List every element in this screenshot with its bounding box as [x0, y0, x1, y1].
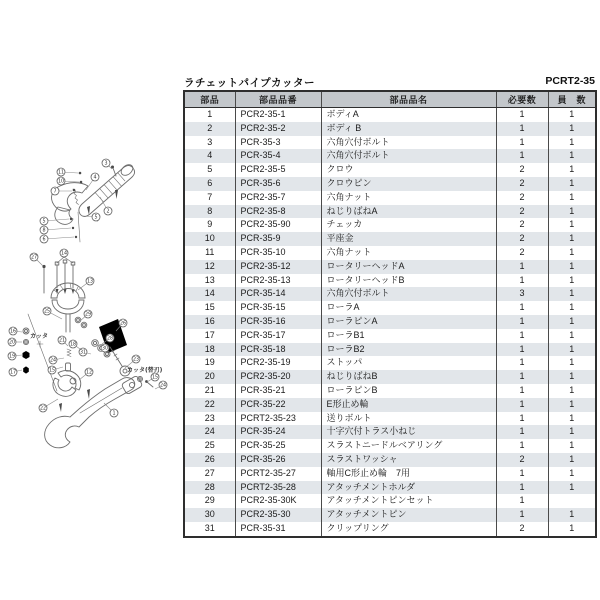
table-row: [184, 439, 596, 453]
table-row: [184, 384, 596, 398]
cell-part-name: チェッカ: [321, 218, 496, 232]
cell-part-name: ローラA: [321, 301, 496, 315]
table-row: [184, 494, 596, 508]
cell-part-code: PCR2-35-8: [235, 205, 321, 219]
cell-part-name: 十字穴付トラス小ねじ: [321, 425, 496, 439]
cell-part-code: PCR2-35-13: [235, 274, 321, 288]
svg-text:10: 10: [57, 179, 65, 185]
cell-part-no: 3: [207, 136, 213, 147]
svg-text:6: 6: [42, 237, 46, 243]
callout-5: [83, 213, 100, 221]
table-row: [184, 315, 596, 329]
cell-part-name: ストッパ: [321, 356, 496, 370]
cell-unit-qty: 1: [548, 412, 596, 426]
cell-part-code: PCR2-35-30: [235, 508, 321, 522]
cell-part-no: 11: [205, 246, 215, 257]
cell-part-no: 14: [184, 287, 235, 301]
cell-part-name: 六角穴付ボルト: [321, 287, 496, 301]
callout-20: [8, 338, 22, 346]
clamp-jaw: [58, 371, 81, 390]
svg-text:26: 26: [119, 321, 127, 327]
callout-21: [58, 336, 68, 346]
callout-4: [86, 173, 99, 190]
table-row: [184, 274, 596, 288]
cell-part-code: PCR-35-17: [235, 329, 321, 343]
cell-part-name: クロウ: [321, 163, 496, 177]
cell-unit-qty: 1: [548, 149, 596, 163]
model-number: PCRT2-35: [545, 75, 595, 87]
cell-unit-qty: 1: [548, 370, 596, 384]
svg-text:24: 24: [49, 358, 57, 364]
cell-part-name: 軸用C形止め輪 7用: [321, 467, 496, 481]
svg-text:3: 3: [104, 161, 108, 167]
cell-required-qty: 1: [496, 481, 548, 495]
cell-part-name: ローラピンB: [321, 384, 496, 398]
cell-part-code: PCR-35-15: [235, 301, 321, 315]
callout-3: [102, 159, 112, 169]
cell-unit-qty: 1: [548, 122, 596, 136]
cell-part-code: PCR2-35-19: [235, 356, 321, 370]
cell-part-code: PCR-35-21: [235, 384, 321, 398]
table-row: [184, 191, 596, 205]
svg-text:12: 12: [85, 370, 93, 376]
table-row: [184, 370, 596, 384]
header-part-code: 部品品番: [235, 91, 321, 108]
table-row: [184, 467, 596, 481]
cell-unit-qty: 1: [548, 425, 596, 439]
cell-part-name: ローラB2: [321, 343, 496, 357]
table-row: [184, 260, 596, 274]
svg-text:7: 7: [53, 189, 57, 195]
callout-11: [57, 168, 78, 176]
table-row: [184, 412, 596, 426]
table-row: [184, 522, 596, 537]
cell-unit-qty: 1: [548, 481, 596, 495]
cell-part-code: PCR-35-3: [235, 136, 321, 150]
cell-required-qty: 2: [496, 177, 548, 191]
header-unit-qty: 員 数: [548, 91, 596, 108]
cell-part-no: 30: [184, 508, 235, 522]
callout-22: [39, 399, 58, 412]
cell-part-no: 8: [184, 205, 235, 219]
callout-30: [99, 344, 109, 352]
table-header-row: [184, 91, 596, 108]
cell-required-qty: 2: [496, 218, 548, 232]
cell-required-qty: 1: [496, 301, 548, 315]
cell-required-qty: 1: [496, 343, 548, 357]
cell-unit-qty: 1: [548, 467, 596, 481]
handle-knob: [119, 162, 135, 177]
cell-unit-qty: 1: [548, 163, 596, 177]
table-row: [184, 425, 596, 439]
cell-part-code: PCR-35-10: [235, 246, 321, 260]
svg-text:23: 23: [132, 357, 140, 363]
cell-unit-qty: 1: [548, 439, 596, 453]
cell-unit-qty: 1: [548, 287, 596, 301]
svg-text:5: 5: [42, 219, 46, 225]
callout-6: [40, 235, 74, 243]
cell-unit-qty: 1: [548, 232, 596, 246]
rotary-head-inner: [57, 289, 79, 299]
cell-required-qty: 1: [496, 398, 548, 412]
svg-text:15: 15: [48, 368, 56, 374]
cell-part-code: PCR-35-24: [235, 425, 321, 439]
cell-part-name: ねじりばねA: [321, 205, 496, 219]
svg-text:28: 28: [106, 336, 114, 342]
cell-required-qty: 2: [496, 522, 548, 537]
cell-part-code: PCR-35-18: [235, 343, 321, 357]
cell-part-name: アタッチメントピン: [321, 508, 496, 522]
svg-text:19: 19: [8, 354, 16, 360]
cell-part-code: PCR-35-26: [235, 453, 321, 467]
cell-required-qty: 1: [496, 329, 548, 343]
svg-text:25: 25: [43, 309, 51, 315]
callout-10: [57, 177, 79, 185]
cell-required-qty: 1: [496, 508, 548, 522]
svg-text:29: 29: [84, 312, 92, 318]
cell-part-no: 5: [207, 164, 213, 175]
page-title: ラチェットパイプカッター: [184, 77, 315, 89]
cell-required-qty: 1: [496, 467, 548, 481]
cell-part-name: ローラB1: [321, 329, 496, 343]
cell-part-no: 4: [184, 149, 235, 163]
svg-text:22: 22: [39, 406, 47, 412]
svg-text:16: 16: [9, 329, 17, 335]
cell-required-qty: 1: [496, 356, 548, 370]
cell-part-no: 19: [204, 357, 215, 368]
cell-required-qty: 3: [496, 287, 548, 301]
table-row: [184, 329, 596, 343]
table-row: [184, 108, 596, 122]
callout-31: [79, 348, 91, 356]
cell-unit-qty: 1: [548, 315, 596, 329]
callout-layer: [8, 159, 167, 417]
cell-required-qty: 1: [496, 494, 548, 508]
cell-unit-qty: 1: [548, 205, 596, 219]
cell-required-qty: 2: [496, 246, 548, 260]
cell-part-no: 20: [184, 370, 235, 384]
callout-16: [9, 327, 22, 335]
cell-part-name: ボディA: [321, 108, 496, 122]
cell-part-no: 2: [184, 122, 235, 136]
exploded-view-diagram: [0, 140, 185, 480]
callout-1: [104, 403, 118, 417]
callout-29: [80, 310, 92, 321]
table-row: [184, 343, 596, 357]
cell-part-name: 六角ナット: [321, 191, 496, 205]
table-row: [184, 508, 596, 522]
svg-text:13: 13: [86, 279, 94, 285]
cell-part-code: PCR-35-9: [235, 232, 321, 246]
cell-part-name: クリップリング: [321, 522, 496, 537]
callout-27: [30, 253, 43, 266]
cell-part-name: 平座金: [321, 232, 496, 246]
cell-part-no: 27: [204, 467, 215, 478]
cell-part-no: 17: [204, 329, 215, 340]
cell-unit-qty: 1: [548, 522, 596, 537]
cell-part-name: スラストワッシャ: [321, 453, 496, 467]
cell-part-code: PCR-35-31: [235, 522, 321, 537]
cell-part-no: 23: [204, 412, 215, 423]
svg-text:27: 27: [30, 255, 38, 261]
svg-text:31: 31: [79, 350, 87, 356]
table-row: [184, 136, 596, 150]
table-row: [184, 453, 596, 467]
svg-text:17: 17: [9, 370, 17, 376]
cell-unit-qty: 1: [548, 191, 596, 205]
cell-part-name: E形止め輪: [321, 398, 496, 412]
cell-required-qty: 1: [496, 274, 548, 288]
cell-part-no: 1: [207, 109, 213, 119]
cell-part-code: PCR-35-6: [235, 177, 321, 191]
cell-part-code: PCRT2-35-23: [235, 412, 321, 426]
cell-unit-qty: 1: [548, 508, 596, 522]
cell-part-code: PCR-35-25: [235, 439, 321, 453]
cell-part-name: ロータリーヘッドB: [321, 274, 496, 288]
cell-part-no: 7: [207, 191, 213, 202]
ratchet-teeth: [73, 189, 79, 205]
cell-required-qty: 1: [496, 425, 548, 439]
cell-part-name: ローラピンA: [321, 315, 496, 329]
callout-17: [9, 368, 22, 376]
cell-unit-qty: 1: [548, 260, 596, 274]
callout-25: [43, 307, 62, 319]
svg-text:20: 20: [8, 340, 16, 346]
cell-part-code: PCR2-35-90: [235, 218, 321, 232]
cell-unit-qty: 1: [548, 177, 596, 191]
cell-required-qty: 1: [496, 439, 548, 453]
cell-part-code: PCR2-35-30K: [235, 494, 321, 508]
cell-required-qty: 1: [496, 108, 548, 122]
header-required-qty: 必要数: [496, 91, 548, 108]
cutter-label: カッタ: [30, 333, 48, 340]
cell-part-code: PCR2-35-7: [235, 191, 321, 205]
cell-unit-qty: 1: [548, 218, 596, 232]
table-row: [184, 301, 596, 315]
cell-part-name: スラストニードルベアリング: [321, 439, 496, 453]
cell-part-no: 25: [204, 440, 215, 451]
cell-part-name: 六角穴付ボルト: [321, 149, 496, 163]
svg-text:2: 2: [106, 209, 110, 215]
cell-part-code: PCR2-35-12: [235, 260, 321, 274]
table-row: [184, 398, 596, 412]
callout-15: [48, 366, 63, 374]
cell-required-qty: 1: [496, 260, 548, 274]
cell-part-name: クロウピン: [321, 177, 496, 191]
table-row: [184, 232, 596, 246]
cell-part-no: 13: [204, 274, 215, 285]
cell-part-code: PCR2-35-20: [235, 370, 321, 384]
svg-text:15: 15: [151, 375, 159, 381]
svg-text:5: 5: [94, 215, 98, 221]
svg-text:30: 30: [101, 346, 109, 352]
cell-part-no: 21: [204, 384, 215, 395]
header-part-name: 部品品名: [321, 91, 496, 108]
cell-unit-qty: 1: [548, 343, 596, 357]
cell-required-qty: 1: [496, 122, 548, 136]
cell-required-qty: 2: [496, 453, 548, 467]
cell-part-name: ボディ B: [321, 122, 496, 136]
svg-text:8: 8: [42, 228, 46, 234]
svg-text:1: 1: [112, 411, 116, 417]
rotary-head-b: [52, 300, 84, 314]
cell-part-no: 26: [184, 453, 235, 467]
cell-part-no: 15: [204, 302, 215, 313]
cell-part-no: 22: [184, 398, 235, 412]
callout-19: [8, 352, 22, 360]
cell-unit-qty: 1: [548, 301, 596, 315]
cell-required-qty: 2: [496, 205, 548, 219]
table-row: [184, 149, 596, 163]
cell-unit-qty: 1: [548, 453, 596, 467]
cell-unit-qty: 1: [548, 384, 596, 398]
cell-unit-qty: 1: [548, 356, 596, 370]
cell-part-code: PCRT2-35-27: [235, 467, 321, 481]
svg-text:21: 21: [58, 338, 66, 344]
cell-part-name: 送りボルト: [321, 412, 496, 426]
svg-text:18: 18: [69, 342, 77, 348]
cell-part-no: 29: [204, 495, 215, 506]
cell-part-code: PCR-35-16: [235, 315, 321, 329]
svg-text:14: 14: [60, 251, 68, 257]
cell-part-no: 28: [184, 481, 235, 495]
cell-required-qty: 2: [496, 191, 548, 205]
parts-table: [183, 90, 597, 538]
header-part-no: 部品: [184, 91, 235, 108]
cell-part-code: PCR2-35-5: [235, 163, 321, 177]
cell-part-name: 六角穴付ボルト: [321, 136, 496, 150]
cell-unit-qty: 1: [548, 246, 596, 260]
cell-part-code: PCR-35-14: [235, 287, 321, 301]
clamp-body: [53, 378, 76, 396]
cell-unit-qty: 1: [548, 108, 596, 122]
table-row: [184, 163, 596, 177]
cell-part-name: アタッチメントピンセット: [321, 494, 496, 508]
table-row: [184, 481, 596, 495]
callout-24: [155, 381, 167, 389]
cell-part-code: PCR-35-4: [235, 149, 321, 163]
callout-12: [79, 368, 93, 380]
callout-15: [147, 373, 159, 382]
callout-5: [40, 217, 69, 225]
table-row: [184, 122, 596, 136]
cell-part-no: 31: [204, 522, 215, 533]
svg-text:11: 11: [57, 170, 65, 176]
cell-part-no: 24: [184, 425, 235, 439]
cell-required-qty: 1: [496, 149, 548, 163]
callout-7: [51, 187, 72, 195]
cell-required-qty: 1: [496, 384, 548, 398]
svg-text:24: 24: [159, 383, 167, 389]
cell-part-code: PCR2-35-1: [235, 108, 321, 122]
table-row: [184, 218, 596, 232]
callout-13: [78, 277, 94, 290]
cell-unit-qty: 1: [548, 329, 596, 343]
cell-part-no: 16: [184, 315, 235, 329]
cell-part-name: 六角ナット: [321, 246, 496, 260]
callout-18: [69, 340, 80, 349]
cell-required-qty: 1: [496, 370, 548, 384]
table-row: [184, 177, 596, 191]
cell-part-name: ロータリーヘッドA: [321, 260, 496, 274]
cell-part-no: 6: [184, 177, 235, 191]
cell-part-no: 18: [184, 343, 235, 357]
cell-unit-qty: 1: [548, 136, 596, 150]
cell-unit-qty: 1: [548, 398, 596, 412]
callout-14: [60, 249, 68, 258]
cell-part-code: PCR-35-22: [235, 398, 321, 412]
cell-part-no: 9: [207, 219, 213, 230]
cell-part-no: 10: [184, 232, 235, 246]
cell-required-qty: 1: [496, 315, 548, 329]
svg-text:4: 4: [93, 175, 97, 181]
table-row: [184, 356, 596, 370]
cell-required-qty: 1: [496, 412, 548, 426]
callout-8: [40, 226, 71, 234]
cell-part-code: PCRT2-35-28: [235, 481, 321, 495]
parts-table-body: [184, 108, 596, 537]
cell-part-code: PCR2-35-2: [235, 122, 321, 136]
cell-part-name: アタッチメントホルダ: [321, 481, 496, 495]
cell-part-name: ねじりばねB: [321, 370, 496, 384]
table-row: [184, 205, 596, 219]
claw-upper: [52, 183, 88, 211]
cell-unit-qty: [548, 494, 596, 508]
cutter-blade-label: カッタ(替刃): [127, 367, 163, 374]
cell-required-qty: 2: [496, 232, 548, 246]
table-row: [184, 287, 596, 301]
cell-part-no: 12: [184, 260, 235, 274]
cell-required-qty: 1: [496, 136, 548, 150]
cell-required-qty: 2: [496, 163, 548, 177]
callout-24: [49, 356, 64, 364]
cell-unit-qty: 1: [548, 274, 596, 288]
table-row: [184, 246, 596, 260]
